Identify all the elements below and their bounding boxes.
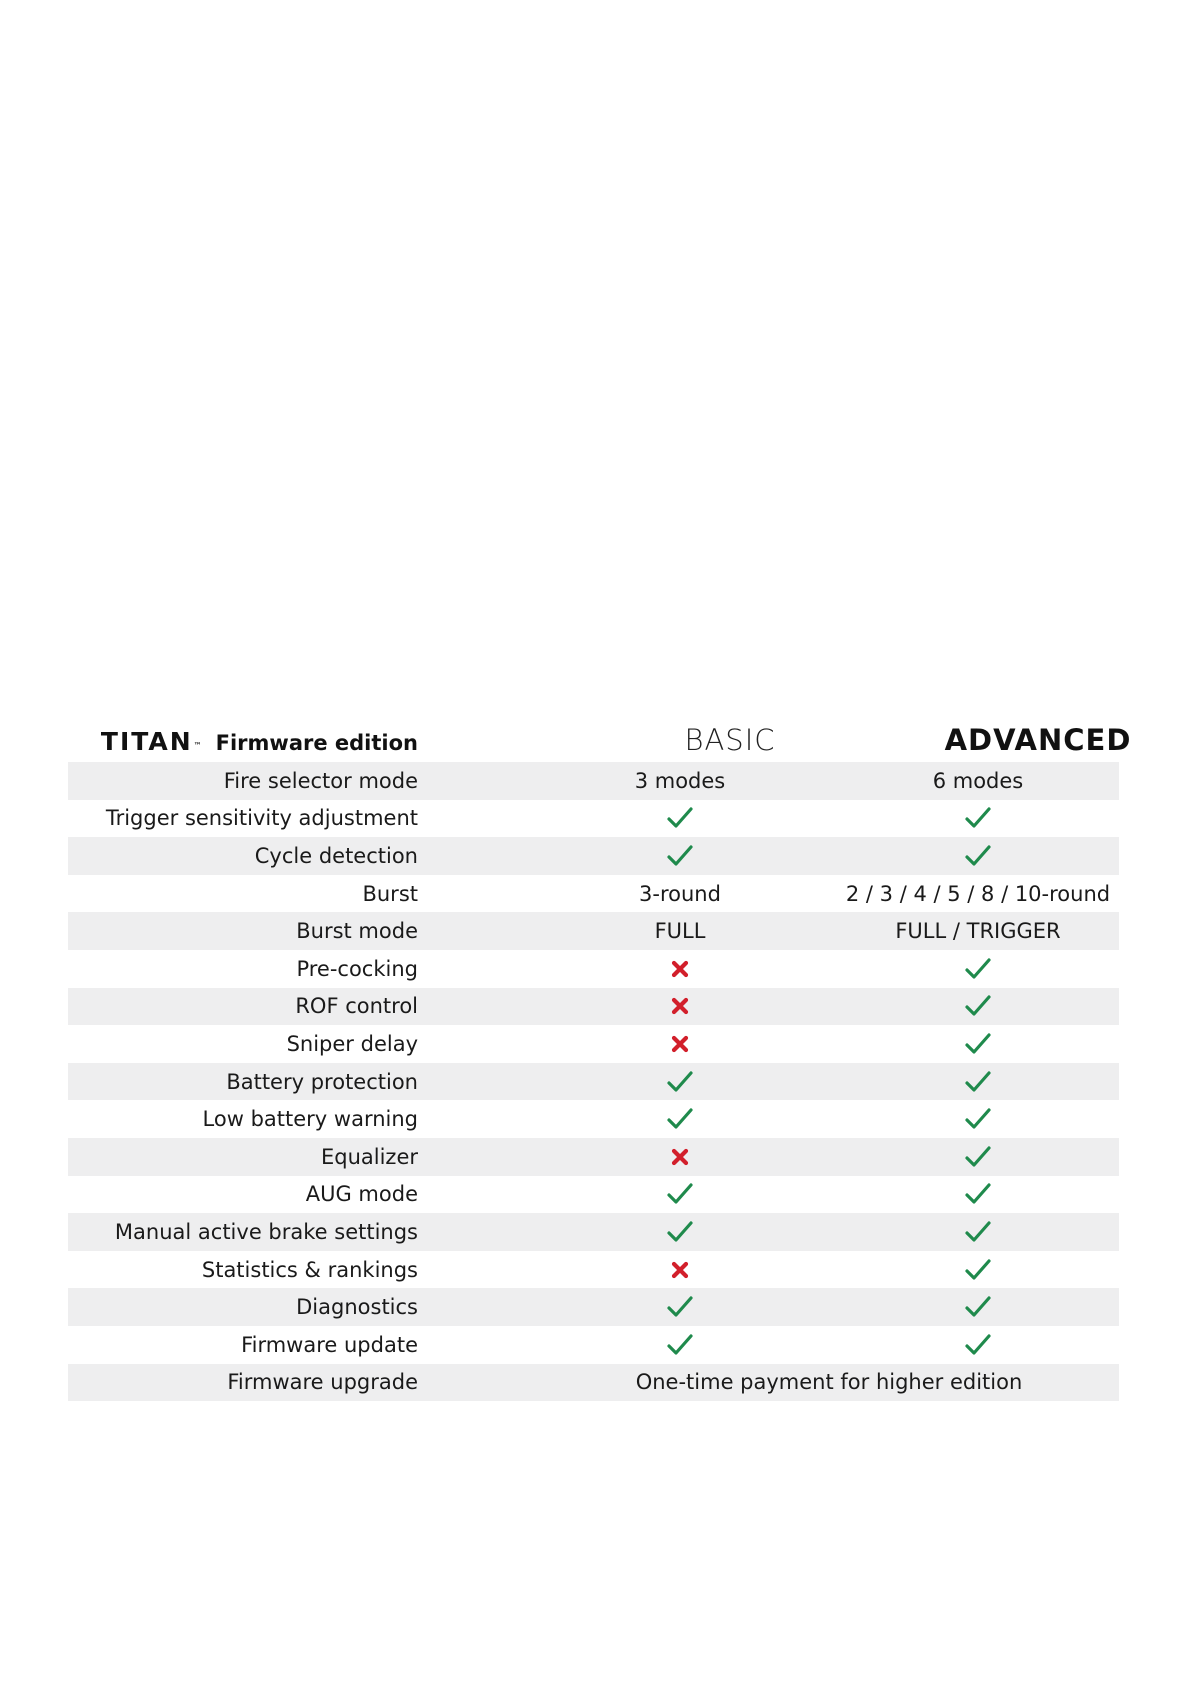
feature-value-advanced — [828, 1063, 1128, 1101]
table-row — [68, 1100, 1119, 1138]
check-icon — [965, 1295, 991, 1319]
titan-logo: TITAN — [100, 727, 193, 756]
cross-icon — [671, 960, 689, 978]
table-row — [68, 837, 1119, 875]
check-icon — [965, 1333, 991, 1357]
check-icon — [667, 1182, 693, 1206]
feature-label: Diagnostics — [296, 1295, 418, 1320]
feature-value-advanced — [828, 800, 1128, 838]
table-header — [68, 717, 1132, 762]
feature-label: Statistics & rankings — [201, 1257, 418, 1282]
feature-label: Manual active brake settings — [114, 1219, 418, 1244]
feature-value-advanced — [828, 1176, 1128, 1214]
check-icon — [965, 994, 991, 1018]
feature-label: Firmware upgrade — [227, 1370, 418, 1395]
feature-label: Firmware update — [241, 1332, 418, 1357]
table-subtitle: Firmware edition — [215, 731, 418, 755]
feature-value-advanced — [828, 1288, 1128, 1326]
check-icon — [965, 844, 991, 868]
check-icon — [965, 806, 991, 830]
table-row — [68, 1251, 1119, 1289]
cross-icon — [671, 1148, 689, 1166]
feature-value-basic — [530, 1251, 830, 1289]
check-icon — [667, 844, 693, 868]
check-icon — [965, 1182, 991, 1206]
table-row — [68, 1176, 1119, 1214]
feature-label: Sniper delay — [286, 1031, 418, 1056]
check-icon — [965, 1032, 991, 1056]
feature-value-span: One-time payment for higher edition — [635, 1370, 1023, 1395]
check-icon — [667, 1107, 693, 1131]
check-icon — [667, 1295, 693, 1319]
feature-value-advanced — [828, 1025, 1128, 1063]
feature-label: AUG mode — [305, 1182, 418, 1207]
table-row — [68, 875, 1119, 913]
table-row — [68, 912, 1119, 950]
feature-value-basic: FULL — [654, 919, 706, 944]
feature-label: Equalizer — [320, 1144, 418, 1169]
feature-value-basic — [530, 1063, 830, 1101]
feature-value-basic — [530, 837, 830, 875]
table-body — [68, 762, 1119, 1401]
check-icon — [965, 1258, 991, 1282]
feature-label: Battery protection — [226, 1069, 418, 1094]
feature-label: Cycle detection — [254, 843, 418, 868]
check-icon — [965, 1070, 991, 1094]
feature-value-basic — [530, 1100, 830, 1138]
table-row — [68, 950, 1119, 988]
feature-value-advanced — [828, 1213, 1128, 1251]
column-header-basic: BASIC — [684, 723, 776, 757]
feature-value-advanced — [828, 1251, 1128, 1289]
check-icon — [667, 806, 693, 830]
feature-label: Pre-cocking — [296, 956, 418, 981]
feature-value-basic — [530, 1288, 830, 1326]
table-row — [68, 1213, 1119, 1251]
cross-icon — [671, 1035, 689, 1053]
feature-value-advanced — [828, 837, 1128, 875]
feature-value-basic: 3 modes — [634, 768, 726, 793]
table-row — [68, 988, 1119, 1026]
table-row — [68, 800, 1119, 838]
feature-value-basic — [530, 1176, 830, 1214]
feature-value-advanced — [828, 1100, 1128, 1138]
feature-value-basic — [530, 800, 830, 838]
feature-value-advanced — [828, 1326, 1128, 1364]
check-icon — [965, 1107, 991, 1131]
feature-value-basic — [530, 1025, 830, 1063]
feature-value-advanced — [828, 988, 1128, 1026]
table-row — [68, 1326, 1119, 1364]
table-row — [68, 1364, 1119, 1402]
feature-label: Burst mode — [296, 919, 418, 944]
feature-value-basic — [530, 1138, 830, 1176]
cross-icon — [671, 997, 689, 1015]
table-row — [68, 1063, 1119, 1101]
check-icon — [667, 1220, 693, 1244]
feature-value-advanced: 2 / 3 / 4 / 5 / 8 / 10-round — [845, 881, 1111, 906]
check-icon — [965, 1145, 991, 1169]
trademark-symbol: ™ — [193, 741, 202, 750]
feature-value-basic — [530, 950, 830, 988]
check-icon — [965, 1220, 991, 1244]
feature-value-advanced: 6 modes — [932, 768, 1024, 793]
cross-icon — [671, 1261, 689, 1279]
table-row — [68, 762, 1119, 800]
feature-label: ROF control — [295, 994, 418, 1019]
feature-value-basic — [530, 988, 830, 1026]
table-row — [68, 1025, 1119, 1063]
feature-label: Fire selector mode — [223, 768, 418, 793]
feature-value-advanced: FULL / TRIGGER — [895, 919, 1061, 944]
feature-value-basic — [530, 1326, 830, 1364]
check-icon — [965, 957, 991, 981]
brand-heading — [101, 727, 418, 756]
table-row — [68, 1288, 1119, 1326]
check-icon — [667, 1333, 693, 1357]
feature-value-advanced — [828, 950, 1128, 988]
feature-label: Trigger sensitivity adjustment — [105, 806, 418, 831]
feature-value-basic — [530, 1213, 830, 1251]
column-header-advanced: ADVANCED — [944, 723, 1132, 757]
feature-label: Burst — [362, 881, 418, 906]
check-icon — [667, 1070, 693, 1094]
comparison-table — [68, 717, 1132, 1401]
feature-value-basic: 3-round — [639, 881, 721, 906]
feature-label: Low battery warning — [202, 1107, 418, 1132]
feature-value-advanced — [828, 1138, 1128, 1176]
table-row — [68, 1138, 1119, 1176]
